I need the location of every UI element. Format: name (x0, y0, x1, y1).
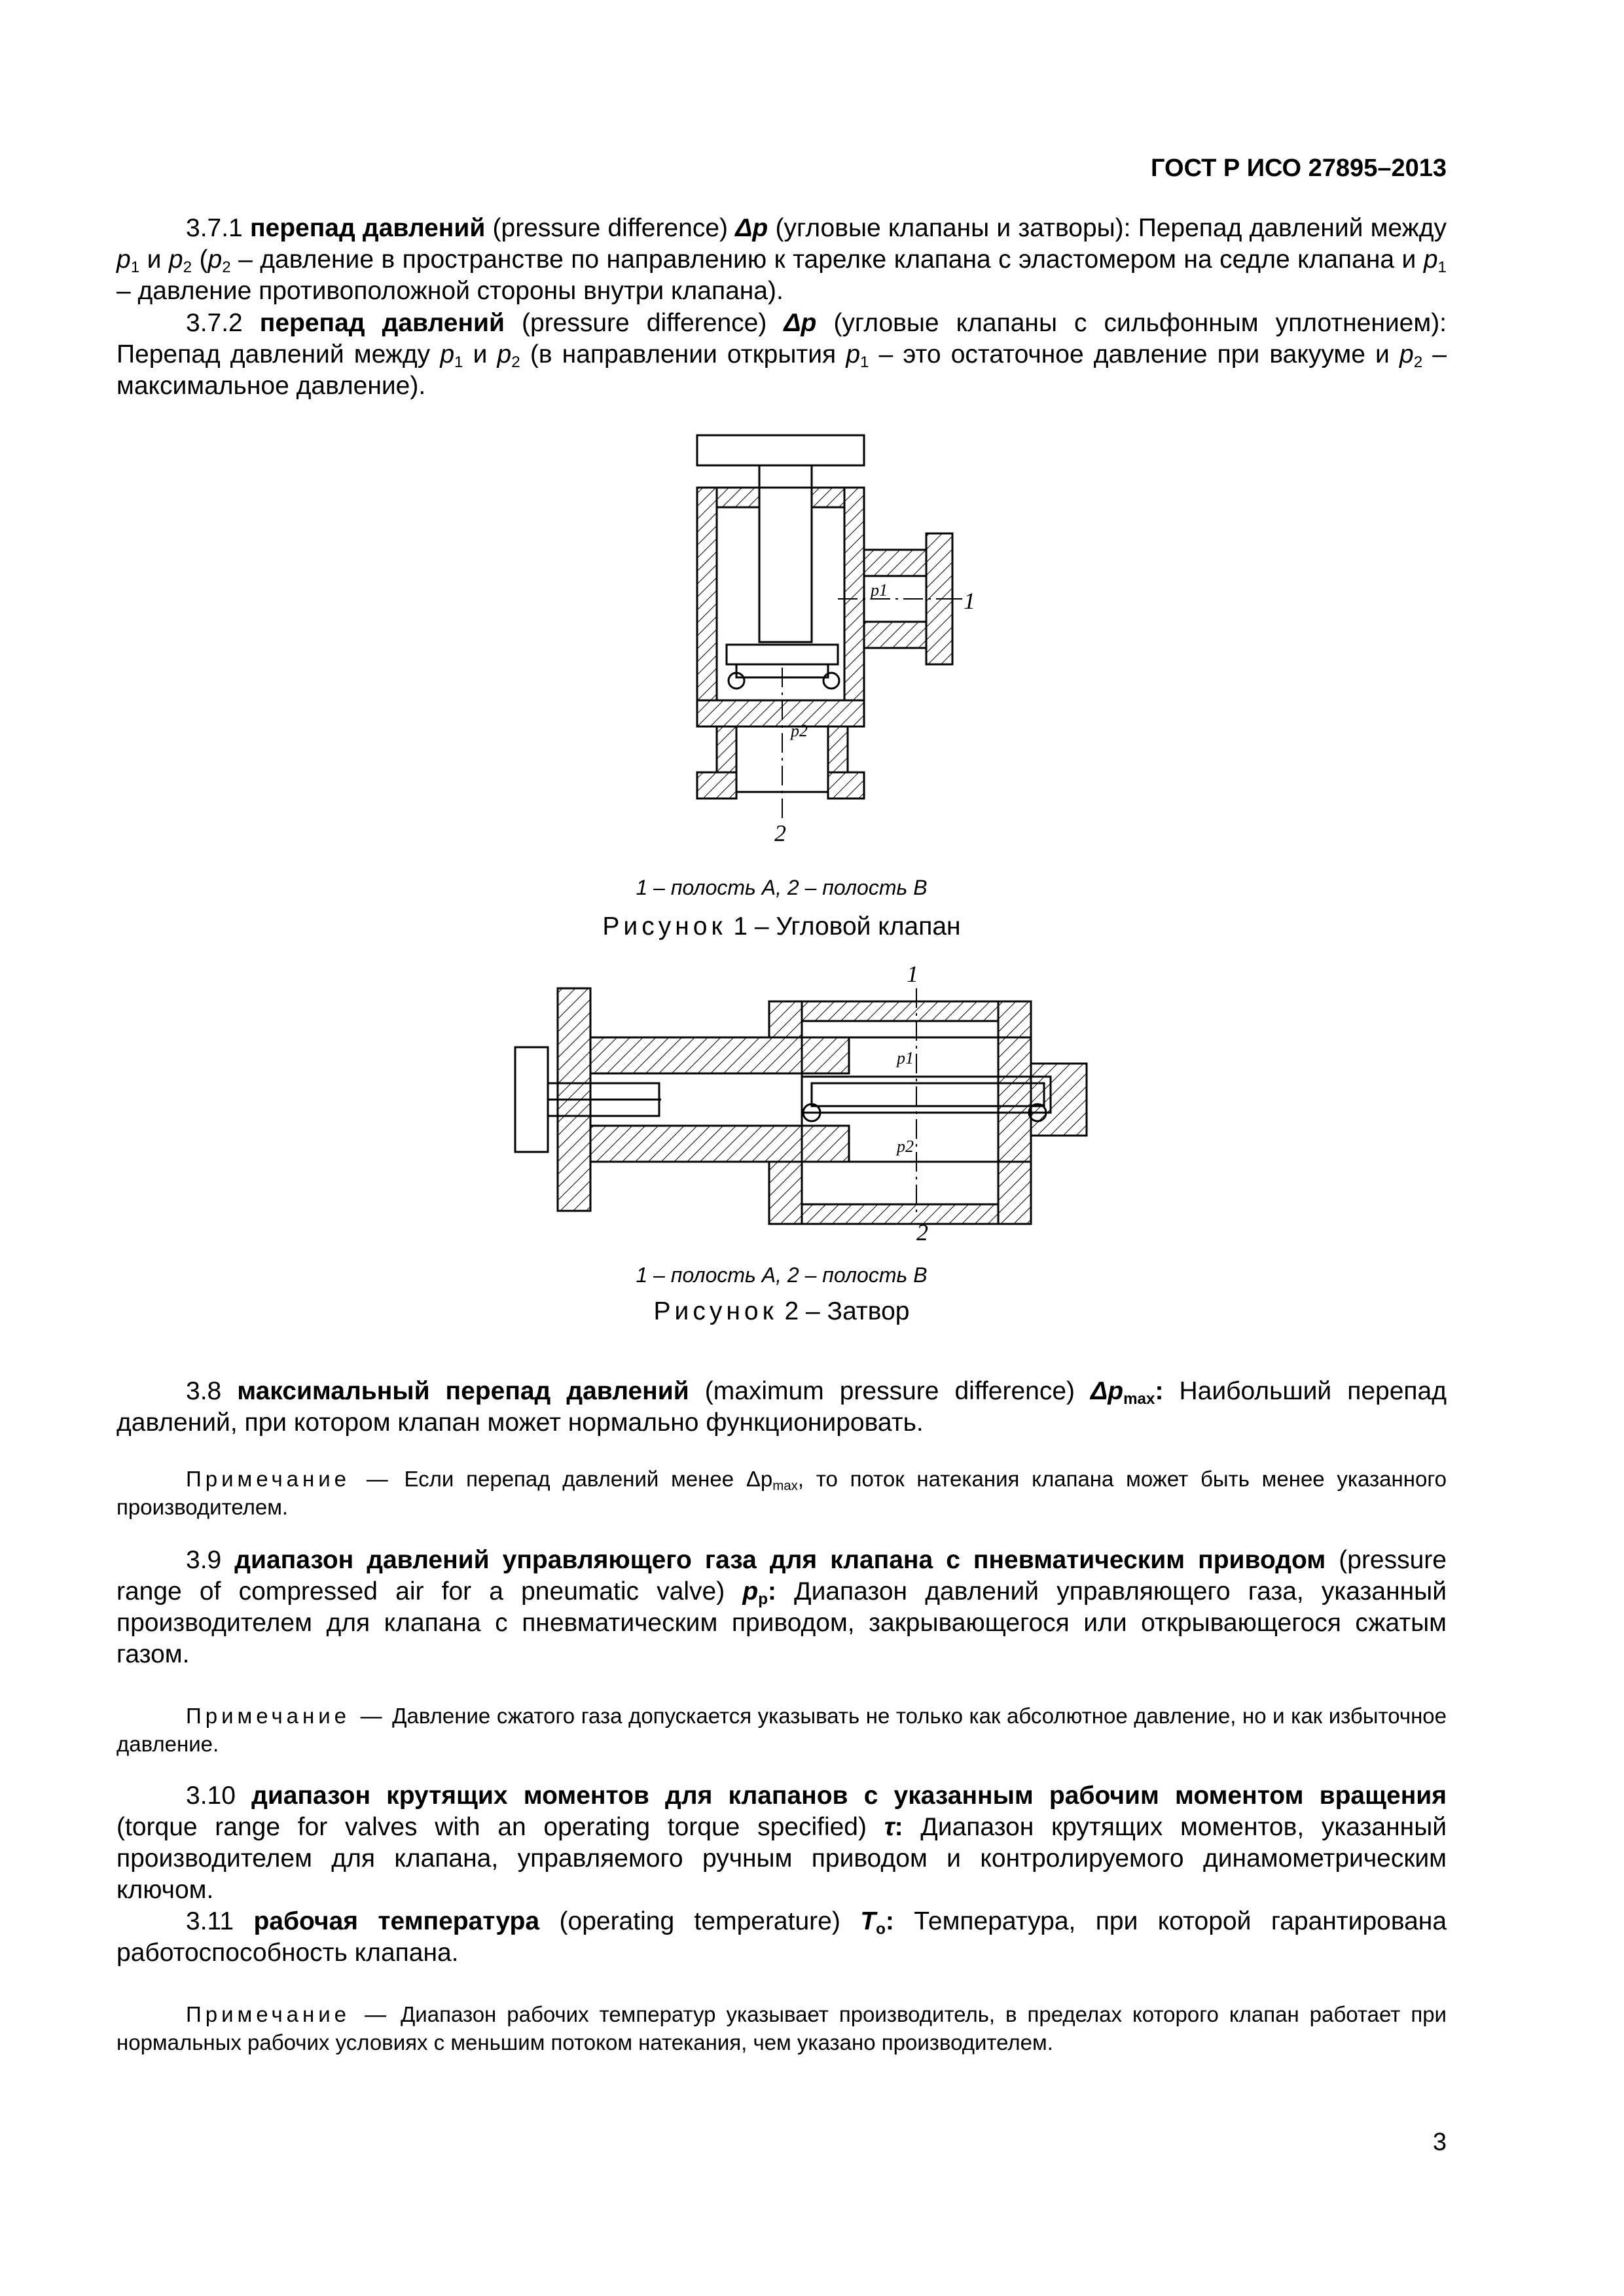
document-code: ГОСТ Р ИСО 27895–2013 (1150, 154, 1447, 182)
figure-2-gate-valve-drawing (504, 956, 1152, 1244)
fig1-label-p1: p1 (871, 581, 888, 600)
clause-3-9: 3.9 диапазон давлений управляющего газа для клапана с пневматическим приводом (pressure range of compressed air for a pneumatic valve) $p_p$: Диапазон давлений управляющего газа, указанный производителем для клапана с пневматическим приводом, закрывающегося или открывающегося сжатым газом. (117, 1546, 1447, 1668)
clause-3-7-2: 3.7.2 перепад давлений (pressure difference) Δp (угловые клапаны с сильфонным уплотнением): Перепад давлений между $p_1$ и $p_2$ (в направлении открытия $p_1$ – это остаточное давление при вакууме и $p_2$ – максимальное давление). (117, 309, 1447, 400)
clause-3-11: 3.11 рабочая температура (operating temperature) $T_o$: Температура, при которой гарантирована работоспособность клапана. (117, 1907, 1447, 1967)
note-2: Примечание — Давление сжатого газа допускается указывать не только как абсолютное давление, но и как избыточное давление. (117, 1704, 1447, 1756)
clause-3-10: 3.10 диапазон крутящих моментов для клапанов с указанным рабочим моментом вращения (torque range for valves with an operating torque specified) τ: Диапазон крутящих моментов, указанный производителем для клапана, управляемого ручным приводом и контролируемого динамометрическим ключом. (117, 1782, 1447, 1904)
clause-3-8: 3.8 максимальный перепад давлений (maximum pressure difference) $\Delta p_{max}$: Наибольший перепад давлений, при котором клапан может нормально функционировать. (117, 1377, 1447, 1437)
figure-1-legend: 1 – полость А, 2 – полость В (636, 876, 928, 899)
page-number: 3 (1432, 2128, 1447, 2156)
note-1: Примечание — Если перепад давлений менее $\Delta p_{max}$, то поток натекания клапана может быть менее указанного производителем. (117, 1467, 1447, 1519)
clause-3-7-1: 3.7.1 перепад давлений (pressure difference) Δp (угловые клапаны и затворы): Перепад давлений между $p_1$ и $p_2$ ($p_2$ – давление в пространстве по направлению к тарелке клапана с эластомером на седле клапана и $p_1$ – давление противоположной стороны внутри клапана). (117, 214, 1447, 305)
fig2-mark-1: 1 (907, 961, 918, 987)
fig1-mark-1: 1 (964, 588, 975, 614)
note-3: Примечание — Диапазон рабочих температур указывает производитель, в пределах которого клапан работает при нормальных рабочих условиях с меньшим потоком натекания, чем указано производителем. (117, 2002, 1447, 2054)
fig2-label-p1: p1 (897, 1049, 914, 1067)
figure-2-caption: Рисунок 2 – Затвор (653, 1297, 910, 1325)
figure-2-legend: 1 – полость А, 2 – полость В (636, 1263, 928, 1287)
fig1-mark-2: 2 (774, 820, 786, 846)
fig2-mark-2: 2 (916, 1219, 928, 1244)
fig2-label-p2: p2 (897, 1137, 914, 1156)
figure-1-angle-valve-drawing (655, 419, 1021, 857)
fig1-label-p2: p2 (791, 721, 808, 740)
figure-1-caption: Рисунок 1 – Угловой клапан (602, 912, 961, 941)
